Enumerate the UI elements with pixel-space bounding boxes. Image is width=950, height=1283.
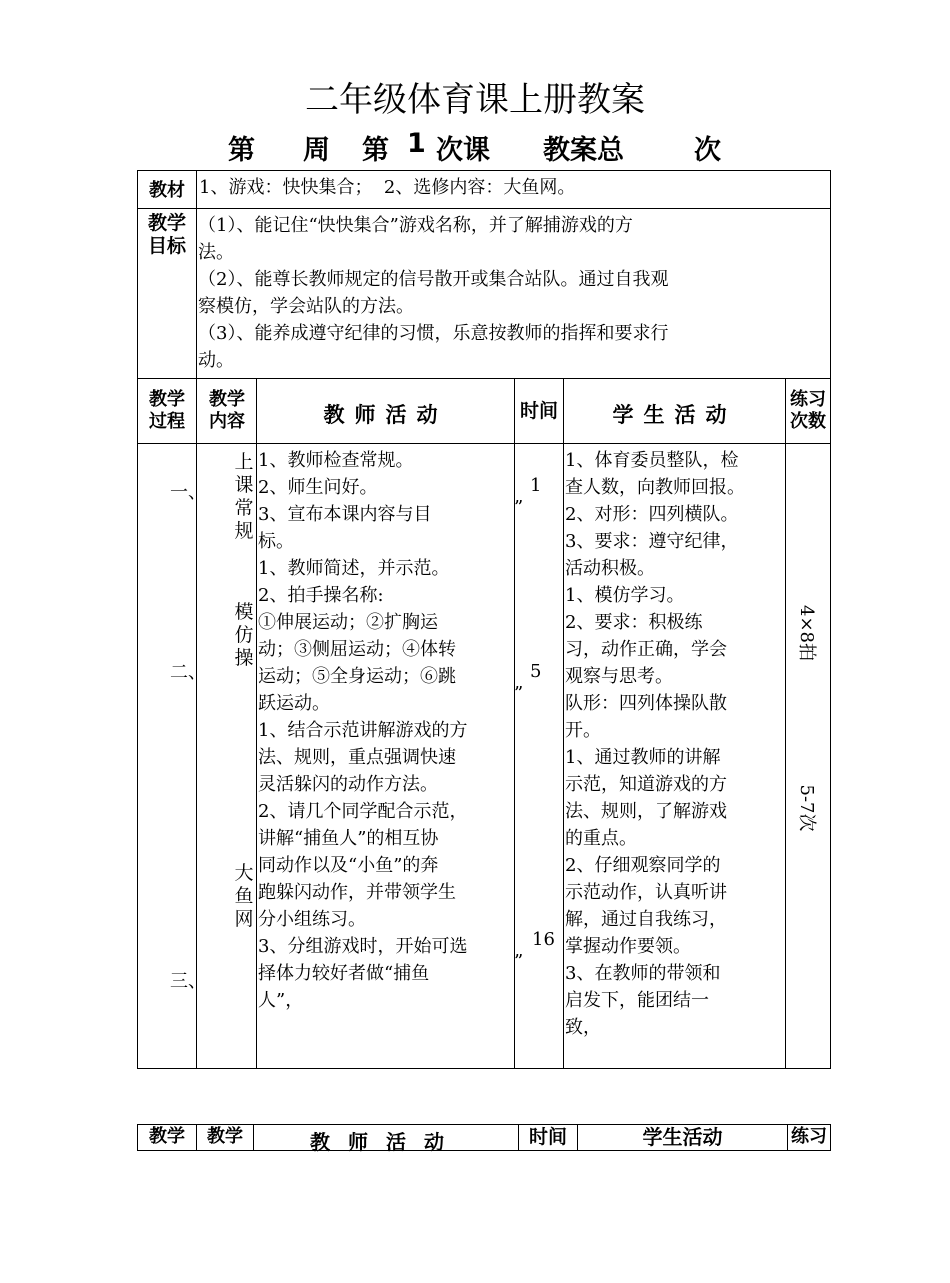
header-student-activity: 学生活动 bbox=[612, 403, 737, 427]
objective-line: 动。 bbox=[198, 350, 234, 371]
table-border-left bbox=[137, 170, 138, 1069]
student-line: 的重点。 bbox=[565, 828, 637, 849]
objectives-text bbox=[198, 212, 830, 374]
student-line: 2、对形：四列横队。 bbox=[565, 504, 739, 525]
teacher-line: ①伸展运动；②扩胸运 bbox=[258, 612, 438, 633]
student-line: 活动积极。 bbox=[565, 558, 655, 579]
student-line: 掌握动作要领。 bbox=[565, 936, 691, 957]
student-line: 开。 bbox=[565, 720, 601, 741]
section-2-number: 二、 bbox=[170, 662, 206, 683]
student-line: 观察与思考。 bbox=[565, 666, 673, 687]
table-row-divider bbox=[137, 208, 831, 209]
student-line: 习，动作正确，学会 bbox=[565, 639, 727, 660]
time-section-2: 5 bbox=[530, 661, 542, 682]
header-content: 教学内容 bbox=[209, 389, 245, 432]
teacher-line: 动；③侧屈运动；④体转 bbox=[258, 639, 456, 660]
teacher-line: 1、结合示范讲解游戏的方 bbox=[258, 720, 468, 741]
teacher-line: 2、拍手操名称: bbox=[258, 585, 384, 606]
table2-col-divider bbox=[830, 1124, 831, 1151]
table-row-divider bbox=[137, 378, 831, 379]
teacher-line: 2、请几个同学配合示范， bbox=[258, 801, 468, 822]
teacher-line: 运动；⑤全身运动；⑥跳 bbox=[258, 666, 456, 687]
student-line: 1、通过教师的讲解 bbox=[565, 747, 721, 768]
teacher-line: 3、分组游戏时，开始可选 bbox=[258, 936, 468, 957]
objective-line: 察模仿，学会站队的方法。 bbox=[198, 296, 414, 317]
teacher-line: 灵活躲闪的动作方法。 bbox=[258, 774, 438, 795]
table-col-divider bbox=[256, 378, 257, 1069]
teacher-line: 择体力较好者做“捕鱼 bbox=[258, 963, 430, 984]
student-line: 3、要求：遵守纪律， bbox=[565, 531, 739, 552]
teacher-line: 1、教师检查常规。 bbox=[258, 450, 414, 471]
header-teacher-activity: 教师活动 bbox=[323, 403, 448, 427]
student-line: 队形：四列体操队散 bbox=[565, 693, 727, 714]
time-unit-1: ” bbox=[514, 497, 524, 518]
objective-line: 法。 bbox=[198, 242, 234, 263]
student-line: 示范动作，认真听讲 bbox=[565, 882, 727, 903]
header2-student-activity: 学生活动 bbox=[642, 1125, 723, 1149]
student-line: 1、体育委员整队，检 bbox=[565, 450, 739, 471]
header2-practice: 练习 bbox=[791, 1126, 827, 1147]
teacher-line: 1、教师简述，并示范。 bbox=[258, 558, 450, 579]
table2-border-top bbox=[137, 1124, 831, 1125]
teacher-line: 3、宣布本课内容与目 bbox=[258, 504, 432, 525]
content-warmup-routine: 上课常规 bbox=[234, 451, 254, 542]
section-3-number: 三、 bbox=[170, 971, 206, 992]
teacher-line: 人”， bbox=[258, 990, 304, 1011]
subtitle-zhou: 周 bbox=[303, 135, 330, 166]
time-unit-3: ” bbox=[514, 951, 524, 972]
student-line: 2、要求：积极练 bbox=[565, 612, 703, 633]
table-row-divider bbox=[137, 443, 831, 444]
teacher-line: 2、师生问好。 bbox=[258, 477, 378, 498]
student-line: 致， bbox=[565, 1017, 601, 1038]
teacher-line: 同动作以及“小鱼”的奔 bbox=[258, 855, 439, 876]
teacher-line: 跃运动。 bbox=[258, 693, 330, 714]
student-line: 示范，知道游戏的方 bbox=[565, 774, 727, 795]
lesson-subtitle bbox=[0, 128, 950, 168]
student-line: 3、在教师的带领和 bbox=[565, 963, 721, 984]
teacher-activity bbox=[258, 447, 514, 1014]
objective-line: （1）、能记住“快快集合”游戏名称，并了解捕游戏的方 bbox=[198, 215, 633, 236]
practice-count-1: 4×8拍 bbox=[796, 605, 817, 661]
table-border-top bbox=[137, 170, 831, 171]
table-col-divider bbox=[196, 170, 197, 1069]
materials-text: 1、游戏：快快集合； 2、选修内容：大鱼网。 bbox=[199, 177, 576, 198]
subtitle-di: 第 bbox=[228, 135, 255, 166]
student-line: 法、规则，了解游戏 bbox=[565, 801, 727, 822]
materials-label: 教材 bbox=[149, 180, 185, 201]
student-line: 启发下，能团结一 bbox=[565, 990, 709, 1011]
subtitle-total: 教案总 bbox=[543, 135, 624, 166]
objective-line: （3）、能养成遵守纪律的习惯，乐意按教师的指挥和要求行 bbox=[198, 323, 669, 344]
teacher-line: 跑躲闪动作，并带领学生 bbox=[258, 882, 456, 903]
table-border-right bbox=[830, 170, 831, 1069]
header-practice-count: 练习次数 bbox=[790, 389, 826, 432]
objective-line: （2）、能尊长教师规定的信号散开或集合站队。通过自我观 bbox=[198, 269, 669, 290]
teacher-line: 分小组练习。 bbox=[258, 909, 366, 930]
teacher-line: 法、规则，重点强调快速 bbox=[258, 747, 456, 768]
teacher-line: 标。 bbox=[258, 531, 294, 552]
table-col-divider bbox=[563, 378, 564, 1069]
content-big-fishnet: 大鱼网 bbox=[234, 862, 254, 930]
page-title: 二年级体育课上册教案 bbox=[305, 80, 645, 120]
time-section-1: 1 bbox=[530, 475, 542, 496]
subtitle-ci-suffix: 次课 bbox=[436, 135, 490, 166]
time-section-3: 16 bbox=[532, 929, 555, 950]
content-imitation-exercise: 模仿操 bbox=[234, 601, 254, 669]
subtitle-ci-prefix: 第 bbox=[362, 135, 389, 166]
header2-time: 时间 bbox=[528, 1126, 567, 1148]
practice-count-2: 5-7次 bbox=[796, 784, 817, 832]
subtitle-ci: 次 bbox=[694, 135, 721, 166]
student-line: 1、模仿学习。 bbox=[565, 585, 685, 606]
student-line: 2、仔细观察同学的 bbox=[565, 855, 721, 876]
student-line: 查人数，向教师回报。 bbox=[565, 477, 745, 498]
header-time: 时间 bbox=[519, 400, 558, 422]
table-col-divider bbox=[785, 378, 786, 1069]
student-activity bbox=[565, 447, 785, 1041]
table-border-bottom bbox=[137, 1068, 831, 1069]
teacher-line: 讲解“捕鱼人”的相互协 bbox=[258, 828, 439, 849]
time-unit-2: ” bbox=[514, 683, 524, 704]
header2-teacher-activity: 教师活动 bbox=[310, 1130, 462, 1154]
header-process: 教学过程 bbox=[149, 389, 185, 432]
header2-content: 教学 bbox=[207, 1126, 243, 1147]
section-1-number: 一、 bbox=[170, 482, 206, 503]
header2-process: 教学 bbox=[149, 1126, 185, 1147]
subtitle-lesson-number: 1 bbox=[407, 128, 426, 159]
student-line: 解，通过自我练习， bbox=[565, 909, 727, 930]
objectives-label: 教学目标 bbox=[148, 212, 187, 257]
